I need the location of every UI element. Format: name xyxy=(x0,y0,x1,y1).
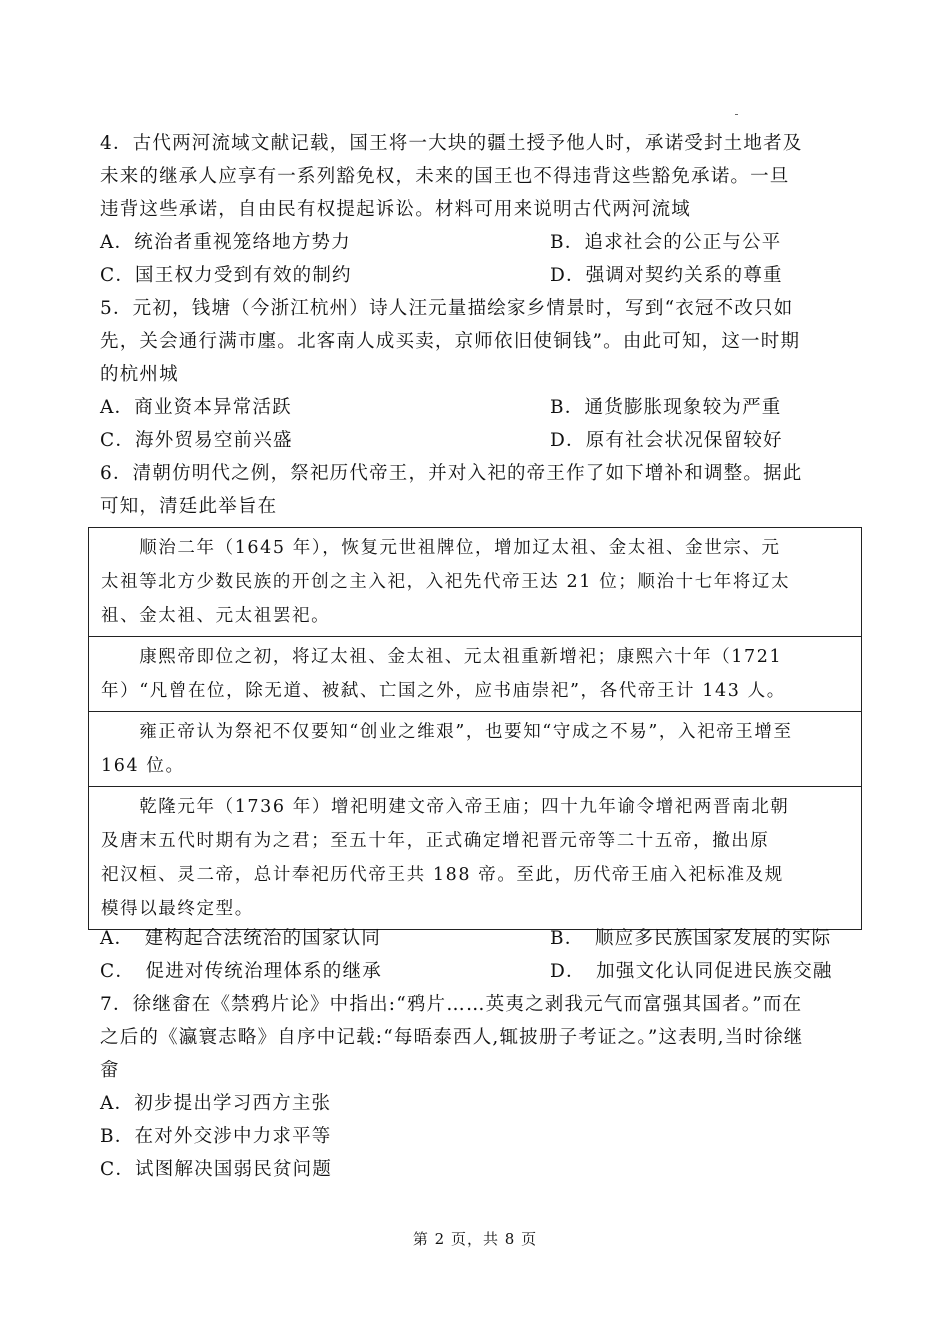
cell-line: 祀汉桓、灵二帝，总计奉祀历代帝王共 188 帝。至此，历代帝王庙入祀标准及规 xyxy=(101,865,784,885)
option-d[interactable]: D．原有社会状况保留较好 xyxy=(550,430,783,451)
question-7-stem-line: 之后的《瀛寰志略》自序中记载:“每晤泰西人,辄披册子考证之。”这表明,当时徐继 xyxy=(100,1027,804,1048)
option-c[interactable]: C．国王权力受到有效的制约 xyxy=(100,265,352,286)
question-4 xyxy=(100,127,860,292)
question-5 xyxy=(100,292,860,457)
question-5-stem-line: 的杭州城 xyxy=(100,364,179,385)
question-5-stem-line: 先，关会通行满市廛。北客南人成买卖，京师依旧使铜钱”。由此可知，这一时期 xyxy=(100,331,801,352)
question-7-stem-line: 畲 xyxy=(100,1060,120,1081)
cell-line: 及唐末五代时期有为之君；至五十年，正式确定增祀晋元帝等二十五帝，撤出原 xyxy=(101,831,770,851)
option-a[interactable]: A．商业资本异常活跃 xyxy=(100,397,292,418)
option-c[interactable]: C．海外贸易空前兴盛 xyxy=(100,430,293,451)
question-6-stem-line: 可知，清廷此举旨在 xyxy=(100,496,278,517)
cell-line: 祖、金太祖、元太祖罢祀。 xyxy=(101,606,331,626)
question-4-stem-line: 违背这些承诺，自由民有权提起诉讼。材料可用来说明古代两河流域 xyxy=(100,199,692,220)
cell-line: 164 位。 xyxy=(101,756,185,776)
cell-line: 年）“凡曾在位，除无道、被弑、亡国之外，应书庙崇祀”，各代帝王计 143 人。 xyxy=(101,681,786,701)
stray-mark xyxy=(735,114,738,115)
option-c[interactable]: C．试图解决国弱民贫问题 xyxy=(100,1159,333,1180)
question-4-options-row xyxy=(100,226,860,259)
cell-line: 雍正帝认为祭祀不仅要知“创业之维艰”，也要知“守成之不易”，入祀帝王增至 xyxy=(101,722,793,742)
option-a[interactable]: A．初步提出学习西方主张 xyxy=(100,1093,332,1114)
cell-line: 太祖等北方少数民族的开创之主入祀，入祀先代帝王达 21 位；顺治十七年将辽太 xyxy=(101,572,791,592)
option-b[interactable]: B．在对外交涉中力求平等 xyxy=(100,1126,332,1147)
option-c[interactable]: C． 促进对传统治理体系的继承 xyxy=(100,961,382,982)
question-5-options-row xyxy=(100,424,860,457)
option-b[interactable]: B．追求社会的公正与公平 xyxy=(550,232,782,253)
question-4-stem-line: 4．古代两河流域文献记载，国王将一大块的疆土授予他人时，承诺受封土地者及 xyxy=(100,133,803,154)
table-row xyxy=(89,787,862,930)
question-6-options-row xyxy=(100,922,860,955)
question-7 xyxy=(100,988,860,1186)
option-a[interactable]: A． 建构起合法统治的国家认同 xyxy=(100,928,382,949)
page-number-footer: 第 2 页，共 8 页 xyxy=(412,1230,538,1248)
question-6 xyxy=(100,457,860,523)
question-5-stem-line: 5．元初，钱塘（今浙江杭州）诗人汪元量描绘家乡情景时，写到“衣冠不改只如 xyxy=(100,298,794,319)
question-6-stem-line: 6．清朝仿明代之例，祭祀历代帝王，并对入祀的帝王作了如下增补和调整。据此 xyxy=(100,463,803,484)
table-cell xyxy=(89,787,862,930)
question-6-options-row xyxy=(100,955,860,988)
question-6-material-table xyxy=(88,527,862,930)
option-b[interactable]: B． 顺应多民族国家发展的实际 xyxy=(550,928,832,949)
cell-line: 康熙帝即位之初，将辽太祖、金太祖、元太祖重新增祀；康熙六十年（1721 xyxy=(101,647,783,667)
option-d[interactable]: D．强调对契约关系的尊重 xyxy=(550,265,783,286)
option-a[interactable]: A．统治者重视笼络地方势力 xyxy=(100,232,351,253)
cell-line: 乾隆元年（1736 年）增祀明建文帝入帝王庙；四十九年谕令增祀两晋南北朝 xyxy=(101,797,790,817)
question-4-stem-line: 未来的继承人应享有一系列豁免权，未来的国王也不得违背这些豁免承诺。一旦 xyxy=(100,166,790,187)
table-row xyxy=(89,712,862,787)
option-b[interactable]: B．通货膨胀现象较为严重 xyxy=(550,397,782,418)
cell-line: 顺治二年（1645 年），恢复元世祖牌位，增加辽太祖、金太祖、金世宗、元 xyxy=(101,538,781,558)
table-cell xyxy=(89,712,862,787)
table-row xyxy=(89,528,862,637)
question-6-options xyxy=(100,922,860,988)
table-cell xyxy=(89,637,862,712)
cell-line: 模得以最终定型。 xyxy=(101,899,254,919)
question-7-stem-line: 7．徐继畲在《禁鸦片论》中指出:“鸦片……英夷之剥我元气而富强其国者。”而在 xyxy=(100,994,803,1015)
question-5-options-row xyxy=(100,391,860,424)
question-4-options-row xyxy=(100,259,860,292)
table-row xyxy=(89,637,862,712)
table-cell xyxy=(89,528,862,637)
option-d[interactable]: D． 加强文化认同促进民族交融 xyxy=(550,961,833,982)
